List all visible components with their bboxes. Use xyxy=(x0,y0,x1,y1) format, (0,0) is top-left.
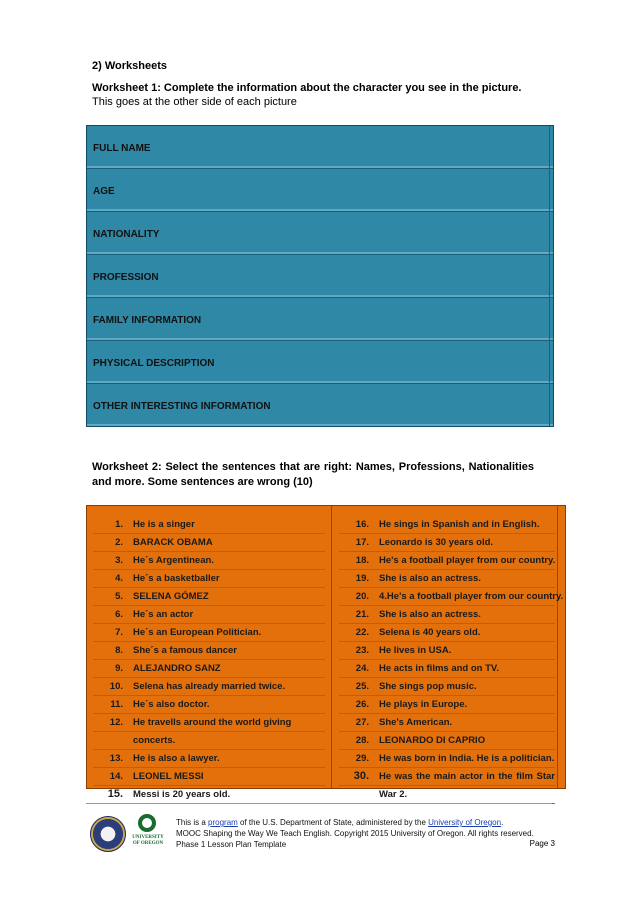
item-text: Selena is 40 years old. xyxy=(379,627,481,638)
ws1-row-profession[interactable] xyxy=(87,255,553,298)
list-item[interactable] xyxy=(339,750,555,768)
item-text: He was the main actor in the film Star xyxy=(379,771,555,782)
item-text: He travells around the world giving xyxy=(133,717,292,728)
footer-line3: Phase 1 Lesson Plan Template xyxy=(176,840,287,849)
list-item[interactable] xyxy=(339,606,555,624)
ws1-row-label: PHYSICAL DESCRIPTION xyxy=(93,358,215,369)
item-number: 13. xyxy=(109,753,123,764)
item-number: 21. xyxy=(355,609,369,620)
item-number: 8. xyxy=(115,645,123,656)
list-item[interactable] xyxy=(339,714,555,732)
item-number: 19. xyxy=(355,573,369,584)
item-text: He is a singer xyxy=(133,519,195,530)
item-text: She sings pop music. xyxy=(379,681,477,692)
item-text: He's a football player from our country. xyxy=(379,555,556,566)
item-text: Leonardo is 30 years old. xyxy=(379,537,494,548)
item-text: SELENA GÓMEZ xyxy=(133,591,209,602)
ws1-row-label: NATIONALITY xyxy=(93,229,160,240)
page-number: Page 3 xyxy=(529,839,555,848)
item-text: He plays in Europe. xyxy=(379,699,468,710)
item-text: He is also a lawyer. xyxy=(133,753,220,764)
item-number: 4. xyxy=(115,573,123,584)
item-number: 25. xyxy=(355,681,369,692)
footer-line1: This is a program of the U.S. Department of State, administered by the University of Oregon. xyxy=(176,818,504,827)
list-item[interactable] xyxy=(339,624,555,642)
item-number: 3. xyxy=(115,555,123,566)
item-text: He sings in Spanish and in English. xyxy=(379,519,540,530)
right-border-line xyxy=(557,506,558,788)
list-item[interactable] xyxy=(339,732,555,750)
list-item[interactable] xyxy=(93,732,325,750)
item-text: concerts. xyxy=(133,735,176,746)
list-item[interactable] xyxy=(339,660,555,678)
item-text: Messi is 20 years old. xyxy=(133,789,231,800)
ws1-row-label: FAMILY INFORMATION xyxy=(93,315,202,326)
list-item[interactable] xyxy=(93,714,325,732)
item-number: 9. xyxy=(115,663,123,674)
worksheet1-table xyxy=(86,125,554,427)
item-text: LEONARDO DI CAPRIO xyxy=(379,735,486,746)
ws1-row-full-name[interactable] xyxy=(87,126,553,169)
ws1-row-family-information[interactable] xyxy=(87,298,553,341)
ws1-row-label: AGE xyxy=(93,186,115,197)
list-item[interactable] xyxy=(93,696,325,714)
worksheet2-title: Worksheet 2: Select the sentences that are right: Names, Professions, Nationalities and more. Some sentences are wrong (10) xyxy=(92,461,534,488)
ws1-row-physical-description[interactable] xyxy=(87,341,553,384)
item-text: War 2. xyxy=(379,789,408,800)
ws1-row-label: PROFESSION xyxy=(93,272,159,283)
item-number: 16. xyxy=(355,519,369,530)
list-item[interactable] xyxy=(93,552,325,570)
item-text: LEONEL MESSI xyxy=(133,771,204,782)
list-item[interactable] xyxy=(339,642,555,660)
ws1-row-age[interactable] xyxy=(87,169,553,212)
university-of-oregon-logo xyxy=(130,814,166,854)
item-number: 27. xyxy=(355,717,369,728)
item-text: He was born in India. He is a politician. xyxy=(379,753,555,764)
item-number: 23. xyxy=(355,645,369,656)
list-item[interactable] xyxy=(339,552,555,570)
item-number: 30. xyxy=(353,770,369,782)
item-number: 24. xyxy=(355,663,369,674)
program-link[interactable]: program xyxy=(208,818,238,827)
item-text: Selena has already married twice. xyxy=(133,681,286,692)
item-text: He acts in films and on TV. xyxy=(379,663,500,674)
worksheet2-box xyxy=(86,505,566,800)
item-number: 26. xyxy=(355,699,369,710)
list-item[interactable] xyxy=(339,786,555,804)
item-text: BARACK OBAMA xyxy=(133,537,213,548)
item-text: He´s a basketballer xyxy=(133,573,220,584)
item-text: He lives in USA. xyxy=(379,645,452,656)
item-number: 18. xyxy=(355,555,369,566)
state-department-seal-icon xyxy=(90,816,126,852)
item-number: 14. xyxy=(109,771,123,782)
item-number: 6. xyxy=(115,609,123,620)
list-item[interactable] xyxy=(93,750,325,768)
list-item[interactable] xyxy=(93,642,325,660)
item-number: 5. xyxy=(115,591,123,602)
list-item[interactable] xyxy=(93,678,325,696)
item-text: ALEJANDRO SANZ xyxy=(133,663,221,674)
item-text: 4.He's a football player from our country. xyxy=(379,591,564,602)
list-item[interactable] xyxy=(93,606,325,624)
list-item[interactable] xyxy=(339,588,564,606)
ws1-row-nationality[interactable] xyxy=(87,212,553,255)
item-number: 20. xyxy=(355,591,369,602)
worksheet2-left-column xyxy=(93,516,325,804)
list-item[interactable] xyxy=(339,768,555,786)
list-item[interactable] xyxy=(93,624,325,642)
list-item[interactable] xyxy=(93,660,325,678)
list-item[interactable] xyxy=(93,768,325,786)
item-number: 7. xyxy=(115,627,123,638)
list-item[interactable] xyxy=(93,516,325,534)
list-item[interactable] xyxy=(339,570,555,588)
item-text: She is also an actress. xyxy=(379,573,481,584)
footer-line2: MOOC Shaping the Way We Teach English. Copyright 2015 University of Oregon. All rights reserved. xyxy=(176,829,534,838)
list-item[interactable] xyxy=(339,516,555,534)
worksheet1-title: Worksheet 1: Complete the information about the character you see in the picture. xyxy=(92,82,522,94)
list-item[interactable] xyxy=(93,534,325,552)
list-item[interactable] xyxy=(339,678,555,696)
list-item[interactable] xyxy=(93,570,325,588)
item-text: She´s a famous dancer xyxy=(133,645,238,656)
item-number: 29. xyxy=(355,753,369,764)
list-item[interactable] xyxy=(93,786,325,804)
item-number: 15. xyxy=(107,788,123,800)
item-number: 17. xyxy=(355,537,369,548)
university-of-oregon-link[interactable]: University of Oregon xyxy=(428,818,502,827)
uo-logo-text: UNIVERSITY OF OREGON xyxy=(132,835,164,846)
item-number: 2. xyxy=(115,537,123,548)
ws1-row-label: OTHER INTERESTING INFORMATION xyxy=(93,401,271,412)
item-number: 10. xyxy=(109,681,123,692)
ws1-row-label: FULL NAME xyxy=(93,143,151,154)
footer-divider xyxy=(86,803,552,804)
list-item[interactable] xyxy=(339,534,555,552)
item-text: He´s Argentinean. xyxy=(133,555,214,566)
ws1-row-other-information[interactable] xyxy=(87,384,553,426)
item-text: He´s also doctor. xyxy=(133,699,210,710)
worksheet1-subtitle: This goes at the other side of each picture xyxy=(92,96,297,108)
uo-o-icon xyxy=(138,814,156,832)
item-text: He´s an actor xyxy=(133,609,194,620)
footer-text xyxy=(176,817,556,850)
column-divider xyxy=(331,506,332,788)
section-title: 2) Worksheets xyxy=(92,60,167,72)
item-text: She is also an actress. xyxy=(379,609,481,620)
item-number: 28. xyxy=(355,735,369,746)
item-number: 12. xyxy=(109,717,123,728)
list-item[interactable] xyxy=(339,696,555,714)
item-number: 11. xyxy=(110,699,123,710)
item-text: She's American. xyxy=(379,717,453,728)
list-item[interactable] xyxy=(93,588,325,606)
item-text: He´s an European Politician. xyxy=(133,627,262,638)
item-number: 22. xyxy=(355,627,369,638)
worksheet2-right-column xyxy=(339,516,564,804)
item-number: 1. xyxy=(115,519,123,530)
